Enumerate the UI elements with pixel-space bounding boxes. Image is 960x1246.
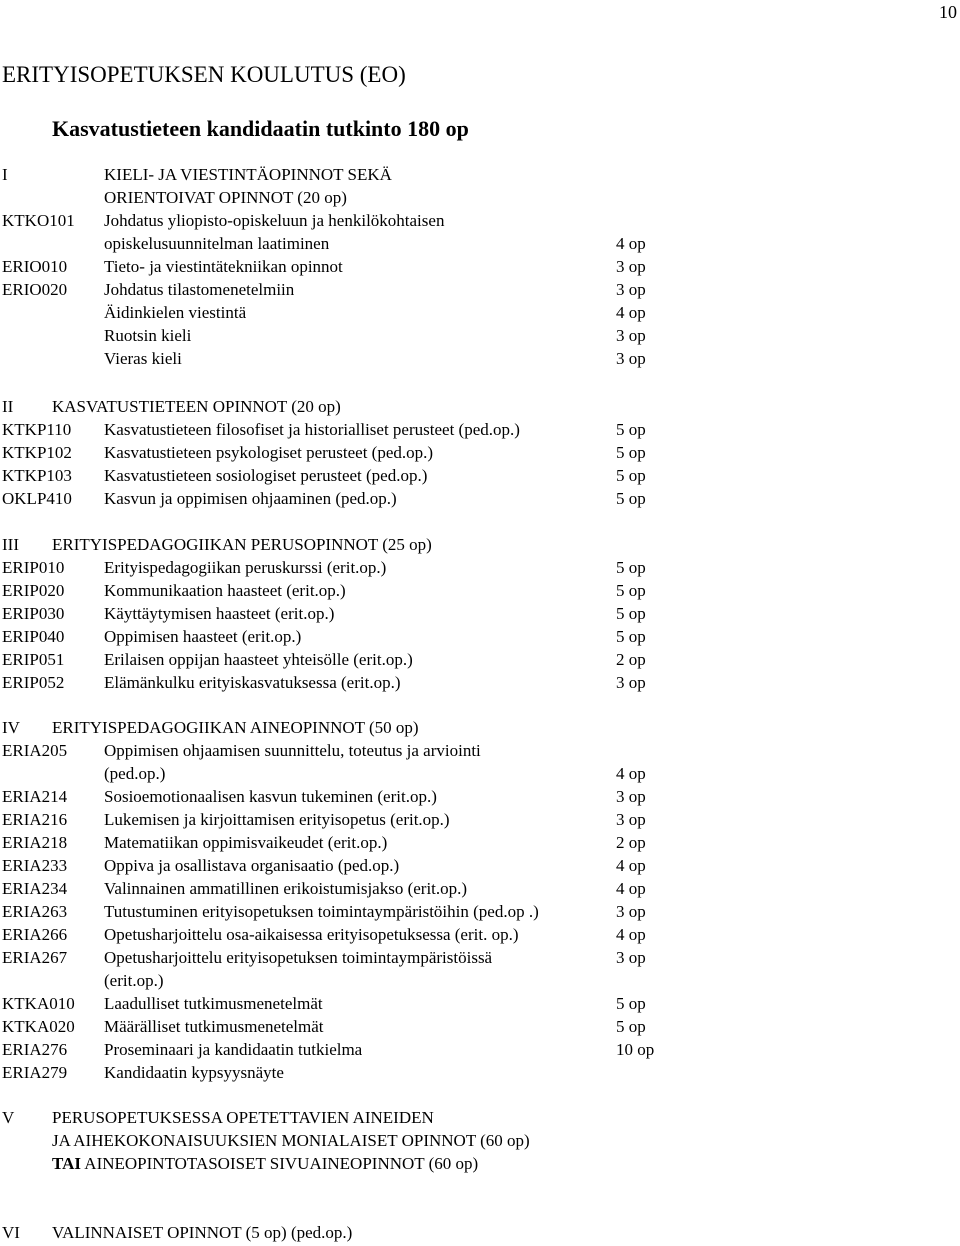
- course-code: ERIA234: [2, 879, 68, 898]
- course-code: ERIA266: [2, 925, 68, 944]
- course-credits: 3 op: [616, 326, 646, 345]
- course-title: Oppimisen ohjaamisen suunnittelu, toteutus ja arviointi: [104, 741, 481, 760]
- course-credits: 3 op: [616, 787, 646, 806]
- course-title: (erit.op.): [104, 971, 164, 990]
- course-title: Elämänkulku erityiskasvatuksessa (erit.op.): [104, 673, 401, 692]
- course-code: ERIA267: [2, 948, 68, 967]
- course-title: Opetusharjoittelu osa-aikaisessa erityisopetuksessa (erit. op.): [104, 925, 519, 944]
- course-title: Oppiva ja osallistava organisaatio (ped.op.): [104, 856, 400, 875]
- course-credits: 3 op: [616, 349, 646, 368]
- course-credits: 5 op: [616, 466, 646, 485]
- course-credits: 3 op: [616, 673, 646, 692]
- section-title: JA AIHEKOKONAISUUKSIEN MONIALAISET OPINNOT (60 op): [52, 1131, 530, 1150]
- course-code: ERIA216: [2, 810, 68, 829]
- course-title: Sosioemotionaalisen kasvun tukeminen (erit.op.): [104, 787, 437, 806]
- course-title: Kasvatustieteen psykologiset perusteet (ped.op.): [104, 443, 434, 462]
- course-credits: 2 op: [616, 650, 646, 669]
- course-credits: 3 op: [616, 810, 646, 829]
- course-title: Määrälliset tutkimusmenetelmät: [104, 1017, 324, 1036]
- course-code: KTKP110: [2, 420, 72, 439]
- course-code: ERIP010: [2, 558, 65, 577]
- course-title: Oppimisen haasteet (erit.op.): [104, 627, 302, 646]
- course-credits: 2 op: [616, 833, 646, 852]
- course-title: Matematiikan oppimisvaikeudet (erit.op.): [104, 833, 388, 852]
- course-credits: 5 op: [616, 1017, 646, 1036]
- course-title: (ped.op.): [104, 764, 166, 783]
- course-title: Johdatus yliopisto-opiskeluun ja henkilökohtaisen: [104, 211, 445, 230]
- course-code: ERIA279: [2, 1063, 68, 1082]
- section-title: KASVATUSTIETEEN OPINNOT (20 op): [52, 397, 341, 416]
- course-code: ERIA214: [2, 787, 68, 806]
- page-number: 10: [939, 2, 957, 22]
- section-number: III: [2, 535, 19, 554]
- course-code: ERIP052: [2, 673, 65, 692]
- section-number: IV: [2, 718, 20, 737]
- course-code: OKLP410: [2, 489, 72, 508]
- course-code: ERIA263: [2, 902, 68, 921]
- section-number: II: [2, 397, 14, 416]
- course-title: Tieto- ja viestintätekniikan opinnot: [104, 257, 343, 276]
- section-title: ORIENTOIVAT OPINNOT (20 op): [104, 188, 347, 207]
- course-credits: 4 op: [616, 764, 646, 783]
- course-title: Johdatus tilastomenetelmiin: [104, 280, 295, 299]
- page-title: ERITYISOPETUKSEN KOULUTUS (EO): [2, 62, 406, 87]
- course-credits: 3 op: [616, 948, 646, 967]
- course-code: ERIP040: [2, 627, 65, 646]
- course-credits: 5 op: [616, 604, 646, 623]
- course-title: Ruotsin kieli: [104, 326, 192, 345]
- section-title: PERUSOPETUKSESSA OPETETTAVIEN AINEIDEN: [52, 1108, 434, 1127]
- course-credits: 5 op: [616, 994, 646, 1013]
- course-code: KTKA010: [2, 994, 75, 1013]
- course-code: KTKA020: [2, 1017, 75, 1036]
- emphasis-text: TAI: [52, 1154, 81, 1173]
- course-code: ERIP051: [2, 650, 65, 669]
- section-number: VI: [2, 1223, 20, 1242]
- course-title: Kandidaatin kypsyysnäyte: [104, 1063, 284, 1082]
- course-code: KTKP103: [2, 466, 72, 485]
- course-code: ERIO020: [2, 280, 68, 299]
- course-credits: 5 op: [616, 581, 646, 600]
- section-title: ERITYISPEDAGOGIIKAN AINEOPINNOT (50 op): [52, 718, 419, 737]
- course-code: ERIP020: [2, 581, 65, 600]
- course-credits: 4 op: [616, 925, 646, 944]
- course-code: ERIA276: [2, 1040, 68, 1059]
- degree-subtitle: Kasvatustieteen kandidaatin tutkinto 180 op: [52, 116, 469, 141]
- section-number: I: [2, 165, 8, 184]
- course-credits: 3 op: [616, 280, 646, 299]
- course-credits: 4 op: [616, 303, 646, 322]
- course-title: Valinnainen ammatillinen erikoistumisjakso (erit.op.): [104, 879, 468, 898]
- course-code: KTKP102: [2, 443, 72, 462]
- course-credits: 5 op: [616, 558, 646, 577]
- course-credits: 5 op: [616, 443, 646, 462]
- section-title: KIELI- JA VIESTINTÄOPINNOT SEKÄ: [104, 165, 392, 184]
- course-code: KTKO101: [2, 211, 75, 230]
- section-title: TAI AINEOPINTOTASOISET SIVUAINEOPINNOT (60 op): [52, 1154, 479, 1173]
- course-title: Opetusharjoittelu erityisopetuksen toimintaympäristöissä: [104, 948, 493, 967]
- course-credits: 10 op: [616, 1040, 655, 1059]
- course-title: Erityispedagogiikan peruskurssi (erit.op.): [104, 558, 387, 577]
- course-title: Laadulliset tutkimusmenetelmät: [104, 994, 323, 1013]
- course-credits: 5 op: [616, 420, 646, 439]
- course-credits: 3 op: [616, 902, 646, 921]
- course-title: Proseminaari ja kandidaatin tutkielma: [104, 1040, 363, 1059]
- section-title: VALINNAISET OPINNOT (5 op) (ped.op.): [52, 1223, 353, 1242]
- course-credits: 4 op: [616, 234, 646, 253]
- section-title: ERITYISPEDAGOGIIKAN PERUSOPINNOT (25 op): [52, 535, 432, 554]
- course-credits: 3 op: [616, 257, 646, 276]
- course-code: ERIA205: [2, 741, 68, 760]
- course-title: Lukemisen ja kirjoittamisen erityisopetus (erit.op.): [104, 810, 450, 829]
- course-credits: 5 op: [616, 489, 646, 508]
- course-code: ERIO010: [2, 257, 68, 276]
- course-title: Kasvatustieteen filosofiset ja historialliset perusteet (ped.op.): [104, 420, 520, 439]
- course-code: ERIA218: [2, 833, 68, 852]
- course-title: Kommunikaation haasteet (erit.op.): [104, 581, 346, 600]
- course-title: Tutustuminen erityisopetuksen toimintaympäristöihin (ped.op .): [104, 902, 539, 921]
- course-credits: 4 op: [616, 856, 646, 875]
- course-title: Vieras kieli: [104, 349, 182, 368]
- course-credits: 5 op: [616, 627, 646, 646]
- course-title: Erilaisen oppijan haasteet yhteisölle (erit.op.): [104, 650, 413, 669]
- course-title: Äidinkielen viestintä: [104, 303, 247, 322]
- section-number: V: [2, 1108, 15, 1127]
- course-title: Käyttäytymisen haasteet (erit.op.): [104, 604, 335, 623]
- course-title: opiskelusuunnitelman laatiminen: [104, 234, 330, 253]
- course-credits: 4 op: [616, 879, 646, 898]
- course-code: ERIA233: [2, 856, 68, 875]
- course-title: Kasvun ja oppimisen ohjaaminen (ped.op.): [104, 489, 397, 508]
- course-code: ERIP030: [2, 604, 65, 623]
- course-title: Kasvatustieteen sosiologiset perusteet (ped.op.): [104, 466, 428, 485]
